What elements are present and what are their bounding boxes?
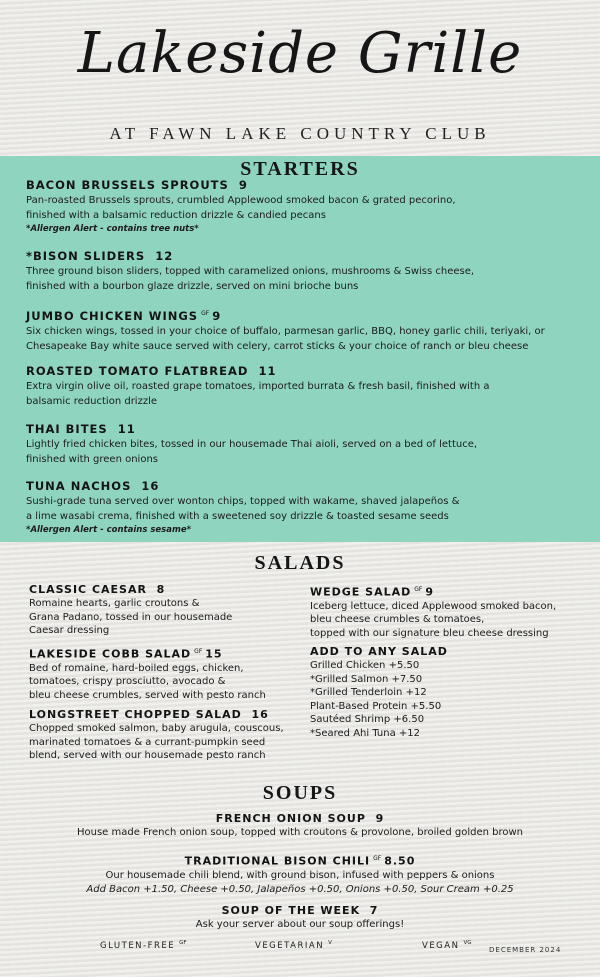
item-description: Ask your server about our soup offerings! [195, 919, 405, 930]
item-price: 9 [212, 308, 222, 323]
legend-vegan: VEGAN $^{VG}$ [422, 940, 472, 951]
item-description: balsamic reduction drizzle [26, 396, 158, 407]
item-description: bleu cheese crumbles, served with pesto ranch [29, 689, 266, 701]
item-price: 8 [156, 583, 166, 596]
item-name: LAKESIDE COBB SALAD [29, 647, 192, 661]
menu-date: DECEMBER 2024 [489, 946, 562, 954]
item-description: Romaine hearts, garlic croutons & [29, 598, 200, 609]
item-description: Caesar dressing [29, 625, 110, 636]
item-price: 8.50 [384, 854, 416, 868]
item-description: finished with a balsamic reduction drizzle & candied pecans [26, 210, 326, 221]
item-description: finished with green onions [26, 454, 158, 465]
gluten-free-tag: GF [194, 648, 203, 655]
menu-item-bison-sliders [26, 249, 586, 294]
item-name: *BISON SLIDERS [26, 249, 146, 263]
item-description: Iceberg lettuce, diced Applewood smoked bacon, [310, 600, 557, 612]
item-name: BACON BRUSSELS SPROUTS [26, 178, 229, 192]
item-price: 15 [205, 647, 223, 661]
item-name: SOUP OF THE WEEK [221, 904, 361, 917]
item-price: 16 [141, 479, 160, 493]
menu-item-traditional-bison-chili [0, 851, 600, 897]
starters-section [0, 156, 600, 542]
item-description: Lightly fried chicken bites, tossed in our housemade Thai aioli, served on a bed of lettuce, [26, 439, 478, 450]
item-price: 11 [117, 422, 136, 436]
gluten-free-tag: GF [414, 586, 423, 593]
item-name: CLASSIC CAESAR [29, 583, 147, 596]
salads-title: SALADS [254, 552, 346, 574]
restaurant-logo: Lakeside Grille [77, 21, 523, 86]
legend-vegetarian: VEGETARIAN $^V$ [255, 940, 332, 951]
item-description: Chopped smoked salmon, baby arugula, couscous, [29, 723, 284, 734]
addon-item: *Grilled Tenderloin +12 [310, 687, 427, 698]
add-to-salad-title: ADD TO ANY SALAD [310, 645, 448, 658]
item-description: marinated tomatoes & a currant-pumpkin seed [29, 736, 266, 748]
addon-item: Plant-Based Protein +5.50 [310, 700, 442, 712]
item-price: 9 [375, 812, 385, 825]
item-description: blend, served with our housemade pesto ranch [29, 750, 266, 761]
restaurant-subtitle: AT FAWN LAKE COUNTRY CLUB [109, 124, 491, 143]
menu-item-soup-of-the-week [0, 903, 600, 932]
menu-item-bacon-brussels-sprouts [26, 178, 586, 236]
add-to-salad-list [310, 644, 582, 740]
item-price: 7 [369, 904, 379, 917]
menu-item-french-onion-soup [0, 811, 600, 840]
menu-item-classic-caesar [29, 582, 301, 638]
item-price: 9 [425, 585, 435, 599]
item-name: THAI BITES [26, 422, 108, 436]
item-description: Six chicken wings, tossed in your choice of buffalo, parmesan garlic, BBQ, honey garlic chili, teriyaki, or [26, 325, 545, 337]
allergen-alert: *Allergen Alert - contains tree nuts* [26, 224, 199, 234]
item-name: LONGSTREET CHOPPED SALAD [29, 708, 242, 721]
item-description: Bed of romaine, hard-boiled eggs, chicken, [29, 662, 244, 674]
item-price: 12 [155, 249, 174, 263]
item-description: Chesapeake Bay white sauce served with celery, carrot sticks & your choice of ranch or bleu cheese [26, 340, 529, 352]
item-name: TUNA NACHOS [26, 479, 132, 493]
legend-gluten-free: GLUTEN-FREE $^{GF}$ [100, 940, 187, 951]
allergen-alert: *Allergen Alert - contains sesame* [26, 525, 192, 535]
menu-item-lakeside-cobb-salad [29, 644, 301, 702]
item-description: Sushi-grade tuna served over wonton chips, topped with wakame, shaved jalapeños & [26, 496, 460, 507]
gluten-free-tag: GF [201, 310, 210, 317]
menu-item-thai-bites [26, 422, 586, 467]
item-description: Grana Padano, tossed in our housemade [29, 611, 233, 623]
addon-item: *Grilled Salmon +7.50 [310, 673, 423, 685]
item-description: topped with our signature bleu cheese dressing [310, 627, 549, 639]
addon-item: Sautéed Shrimp +6.50 [310, 714, 425, 725]
menu-item-roasted-tomato-flatbread [26, 364, 586, 409]
item-name: JUMBO CHICKEN WINGS [26, 308, 199, 323]
item-description: bleu cheese crumbles & tomatoes, [310, 614, 485, 626]
gluten-free-tag: GF [373, 855, 382, 862]
menu-item-wedge-salad [310, 582, 582, 640]
menu-item-longstreet-chopped-salad [29, 707, 301, 763]
menu-item-jumbo-chicken-wings [26, 306, 586, 354]
menu-item-tuna-nachos [26, 479, 586, 537]
item-description: a lime wasabi crema, finished with a sweetened soy drizzle & toasted sesame seeds [26, 511, 449, 522]
item-name: ROASTED TOMATO FLATBREAD [26, 364, 249, 378]
item-price: 16 [251, 708, 269, 721]
soups-title: SOUPS [262, 782, 338, 804]
item-name: TRADITIONAL BISON CHILI [184, 854, 371, 868]
dietary-legend [0, 940, 600, 954]
addon-item: Grilled Chicken +5.50 [310, 660, 420, 671]
item-price: 11 [258, 364, 277, 378]
item-description: Three ground bison sliders, topped with caramelized onions, mushrooms & Swiss cheese, [26, 266, 475, 277]
header [0, 0, 600, 156]
item-description: Extra virgin olive oil, roasted grape tomatoes, imported burrata & fresh basil, finished with a [26, 381, 490, 392]
item-name: WEDGE SALAD [310, 585, 412, 599]
item-description: finished with a bourbon glaze drizzle, served on mini brioche buns [26, 281, 359, 292]
item-description: tomatoes, crispy prosciutto, avocado & [29, 676, 226, 688]
chili-add-ons: Add Bacon +1.50, Cheese +0.50, Jalapeños +0.50, Onions +0.50, Sour Cream +0.25 [86, 883, 514, 895]
item-name: FRENCH ONION SOUP [215, 812, 366, 825]
item-description: Pan-roasted Brussels sprouts, crumbled Applewood smoked bacon & grated pecorino, [26, 195, 456, 206]
item-description: Our housemade chili blend, with ground bison, infused with peppers & onions [105, 869, 495, 881]
starters-title: STARTERS [240, 158, 360, 180]
item-price: 9 [238, 178, 248, 192]
item-description: House made French onion soup, topped with croutons & provolone, broiled golden brown [77, 827, 523, 838]
addon-item: *Seared Ahi Tuna +12 [310, 727, 421, 739]
